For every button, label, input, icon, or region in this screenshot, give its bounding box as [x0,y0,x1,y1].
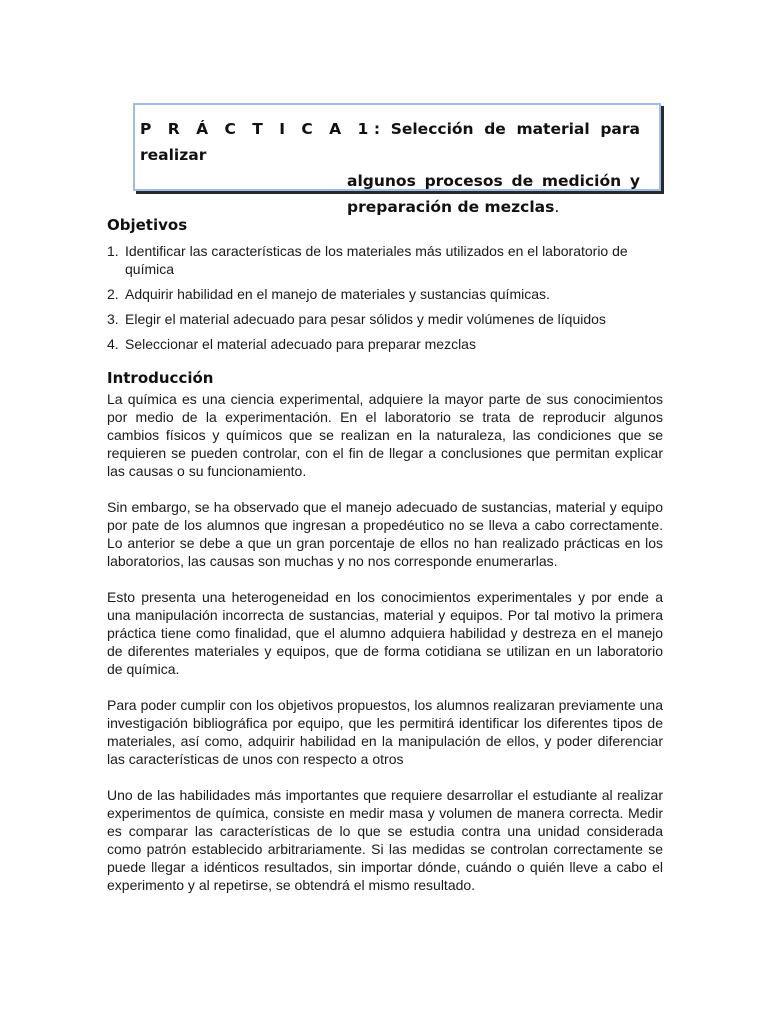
title-line-1 [140,116,640,168]
objective-text: Seleccionar el material adecuado para preparar mezclas [125,336,476,352]
introduccion-heading: Introducción [107,369,214,387]
paragraph: La química es una ciencia experimental, adquiere la mayor parte de sus conocimientos por medio de la experimentación. En el laboratorio se trata de reproducir algunos cambios físicos y químicos que se realizan en la naturaleza, las condiciones que se requieren se pueden controlar, con el fin de llegar a conclusiones que permitan explicar las causas o su funcionamiento. [107,391,663,479]
title-line-3 [140,194,640,220]
paragraph: Para poder cumplir con los objetivos propuestos, los alumnos realizaran previamente una investigación bibliográfica por equipo, que les permitirá identificar los diferentes tipos de materiales, así como, adquirir habilidad en la manipulación de ellos, y poder diferenciar las características de unos con respecto a otros [107,697,663,767]
objective-text: Elegir el material adecuado para pesar sólidos y medir volúmenes de líquidos [125,311,606,327]
objective-text: Identificar las características de los materiales más utilizados en el laboratorio de química [125,243,628,277]
paragraph: Sin embargo, se ha observado que el manejo adecuado de sustancias, material y equipo por pate de los alumnos que ingresan a propedéutico no se lleva a cabo correctamente. Lo anterior se debe a que un gran porcentaje de ellos no han realizado prácticas en los laboratorios, las causas son muchas y no nos corresponde enumerarlas. [107,499,663,569]
title-period: . [554,198,560,216]
introduction-body [107,390,663,912]
objectives-list [107,242,663,360]
title-line-3-text: preparación de mezclas [347,198,555,216]
objective-item [107,335,663,353]
title-separator: : [373,120,381,138]
objective-item [107,310,663,328]
paragraph: Uno de las habilidades más importantes que requiere desarrollar el estudiante al realizar experimentos de química, consiste en medir masa y volumen de manera correcta. Medir es comparar las características de lo que se estudia contra una unidad considerada como patrón establecido arbitrariamente. Si las medidas se controlan correctamente se puede llegar a idénticos resultados, sin importar dónde, cuándo o quién lleve a cabo el experimento y al repetirse, se obtendrá el mismo resultado. [107,787,663,893]
title-line-1-text: Selección de material para realizar [140,120,640,164]
practice-title [140,116,640,220]
objective-number: 2. [107,286,119,302]
objective-item [107,285,663,303]
objective-text: Adquirir habilidad en el manejo de materiales y sustancias químicas. [125,286,550,302]
objective-number: 4. [107,336,119,352]
objetivos-heading: Objetivos [107,216,188,234]
title-line-2: algunos procesos de medición y [347,172,640,190]
objective-number: 1. [107,243,119,259]
objective-item [107,242,663,278]
title-prefix: P R Á C T I C A 1 [140,120,374,138]
objective-number: 3. [107,311,119,327]
paragraph: Esto presenta una heterogeneidad en los conocimientos experimentales y por ende a una manipulación incorrecta de sustancias, material y equipos. Por tal motivo la primera práctica tiene como finalidad, que el alumno adquiera habilidad y destreza en el manejo de diferentes materiales y equipos, que de forma cotidiana se utilizan en un laboratorio de química. [107,589,663,677]
